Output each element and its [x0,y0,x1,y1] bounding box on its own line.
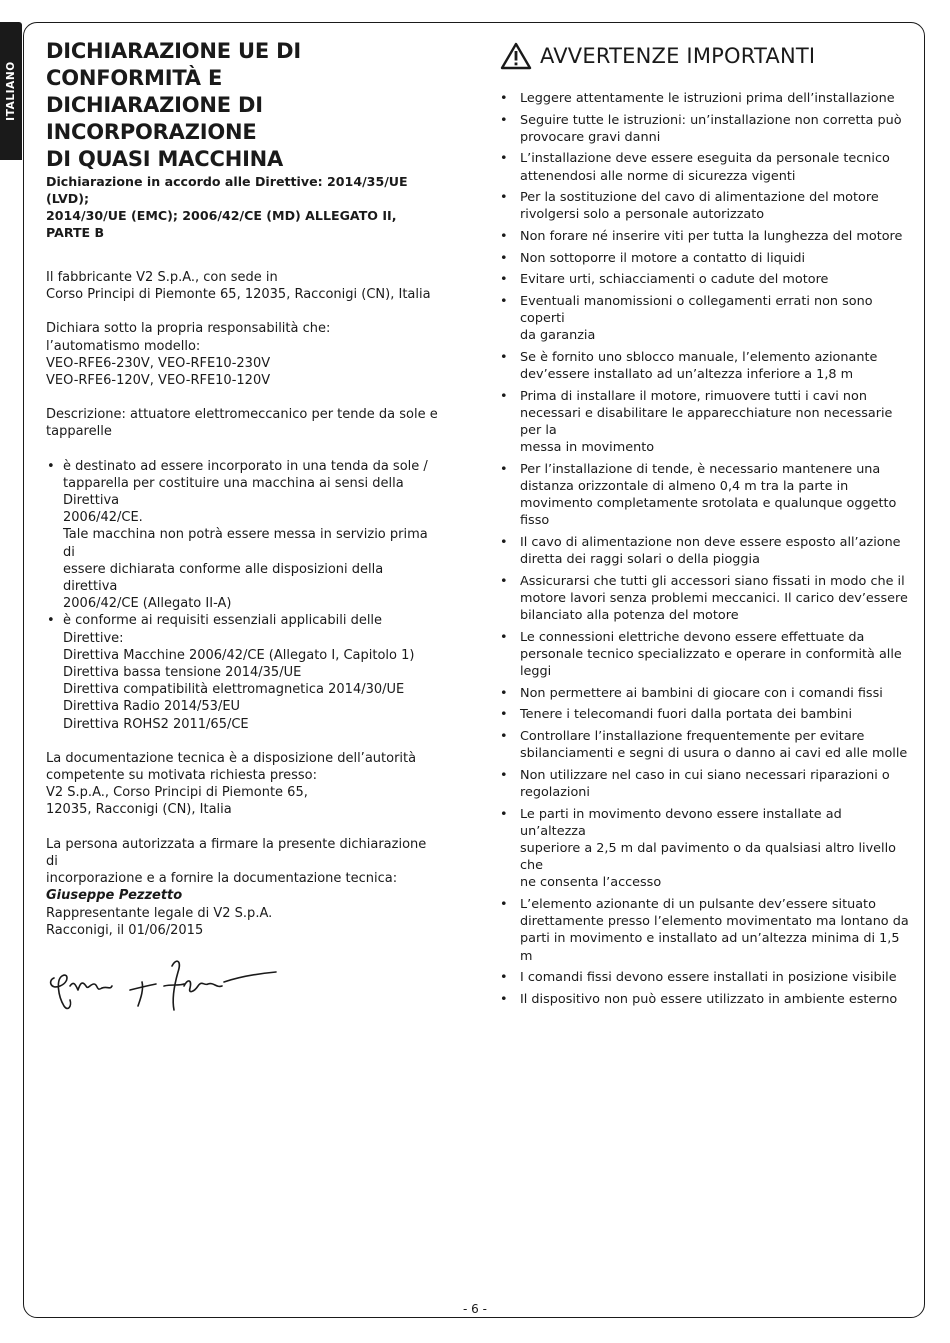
title-line: DI QUASI MACCHINA [46,147,284,171]
text-line: Dichiara sotto la propria responsabilità che: [46,321,331,337]
text-line: Assicurarsi che tutti gli accessori siano fissati in modo che il [520,573,905,589]
warning-item [500,706,910,723]
text-line: La persona autorizzata a firmare la presente dichiarazione di [46,836,427,869]
bullet-dot: • [47,458,55,474]
bullet-dot: • [500,151,508,167]
warning-item [500,293,910,345]
warning-item [500,806,910,892]
directive-line: Direttiva bassa tensione 2014/35/UE [63,665,302,681]
subtitle-line: 2014/30/UE (EMC); 2006/42/CE (MD) ALLEGATO II, PARTE B [46,208,397,240]
text-line: 12035, Racconigi (CN), Italia [46,802,232,818]
text-line: movimento completamente srotolata e qualunque oggetto [520,496,897,512]
text-line: rivolgersi solo a personale autorizzato [520,207,765,223]
text-line: Tenere i telecomandi fuori dalla portata dei bambini [520,707,853,723]
model-line: VEO-RFE6-120V, VEO-RFE10-120V [46,373,271,389]
text-line: è destinato ad essere incorporato in una tenda da sole / [63,458,428,474]
bullet-dot: • [500,190,508,206]
title-line: DICHIARAZIONE DI INCORPORAZIONE [46,93,263,144]
text-line: è conforme ai requisiti essenziali applicabili delle Direttive: [63,613,383,646]
text-line: Descrizione: attuatore elettromeccanico per tende da sole e [46,407,438,423]
warnings-column [500,42,910,1012]
text-line: L’installazione deve essere eseguita da personale tecnico [520,151,890,167]
warning-item [500,991,910,1008]
warning-item [500,90,910,107]
directive-line: Direttiva ROHS2 2011/65/CE [63,716,249,732]
bullet-dot: • [500,991,508,1007]
warning-item [500,150,910,184]
place-date: Racconigi, il 01/06/2015 [46,922,204,938]
bullet-dot: • [500,272,508,288]
text-line: necessari e disabilitare le apparecchiature non necessarie per la [520,405,893,438]
text-line: Controllare l’installazione frequentemente per evitare [520,728,865,744]
directive-line: Direttiva compatibilità elettromagnetica 2014/30/UE [63,682,405,698]
text-line: tapparella per costituire una macchina ai sensi della Direttiva [63,475,404,509]
declaration-column [46,38,441,1020]
text-line: Per l’installazione di tende, è necessario mantenere una [520,461,881,477]
warnings-list [500,90,910,1008]
manufacturer-paragraph [46,269,441,303]
bullet-dot: • [500,250,508,266]
text-line: Il cavo di alimentazione non deve essere esposto all’azione [520,534,901,550]
authorized-paragraph [46,836,441,939]
text-line: attenendosi alle norme di sicurezza vigenti [520,168,796,184]
warning-item [500,728,910,762]
warnings-title: AVVERTENZE IMPORTANTI [540,43,816,68]
subtitle-line: Dichiarazione in accordo alle Direttive: 2014/35/UE (LVD); [46,174,408,206]
text-line: Seguire tutte le istruzioni: un’installazione non corretta può [520,112,902,128]
bullet-dot: • [500,767,508,783]
text-line: motore lavori senza problemi meccanici. Il carico dev’essere [520,590,908,606]
warning-item [500,250,910,267]
warning-item [500,767,910,801]
bullet-dot: • [500,461,508,477]
text-line: L’elemento azionante di un pulsante dev’essere situato [520,896,876,912]
text-line: leggi [520,664,552,680]
text-line: tapparelle [46,424,112,440]
text-line: Il dispositivo non può essere utilizzato in ambiente esterno [520,991,898,1007]
text-line: fisso [520,513,550,529]
bullet-dot: • [500,112,508,128]
bullet-dot: • [500,629,508,645]
text-line: Non sottoporre il motore a contatto di liquidi [520,250,806,266]
text-line: regolazioni [520,784,590,800]
declaration-subtitle [46,173,441,241]
warning-item [500,228,910,245]
bullet-dot: • [500,685,508,701]
text-line: sbilanciamenti e segni di usura o danno ai cavi ed alle molle [520,746,908,762]
bullet-dot: • [500,534,508,550]
text-line: essere dichiarata conforme alle disposizioni della direttiva [63,561,384,595]
signature-image [46,956,286,1020]
text-line: Le connessioni elettriche devono essere effettuate da [520,629,865,645]
documentation-paragraph [46,750,441,819]
text-line: Non forare né inserire viti per tutta la lunghezza del motore [520,228,903,244]
text-line: Tale macchina non potrà essere messa in servizio prima di [63,527,428,560]
warning-item [500,573,910,625]
warnings-header [500,42,910,70]
bullet-dot: • [500,573,508,589]
text-line: ne consenta l’accesso [520,875,662,891]
text-line: V2 S.p.A., Corso Principi di Piemonte 65, [46,785,308,801]
text-line: bilanciato alla potenza del motore [520,608,739,624]
model-line: VEO-RFE6-230V, VEO-RFE10-230V [46,355,271,371]
text-line: superiore a 2,5 m dal pavimento o da qualsiasi altro livello che [520,840,896,874]
list-item [46,458,441,613]
warning-item [500,388,910,457]
text-line: Evitare urti, schiacciamenti o cadute del motore [520,272,829,288]
warning-item [500,271,910,288]
compliance-bullets [46,458,441,733]
text-line: provocare gravi danni [520,129,661,145]
text-line: Il fabbricante V2 S.p.A., con sede in [46,270,278,285]
text-line: parti in movimento e installato ad un’altezza minima di 1,5 m [520,931,900,964]
text-line: direttamente presso l’elemento movimentato ma lontano da [520,914,909,930]
list-item [46,612,441,732]
text-line: diretta dei raggi solari o della pioggia [520,552,760,568]
text-line: dev’essere installato ad un’altezza inferiore a 1,8 m [520,366,854,382]
warning-item [500,629,910,681]
language-tab-label: ITALIANO [5,61,17,121]
text-line: Prima di installare il motore, rimuovere tutti i cavi non [520,388,867,404]
warning-item [500,349,910,383]
title-line: DICHIARAZIONE UE DI CONFORMITÀ E [46,39,301,90]
text-line: Leggere attentamente le istruzioni prima dell’installazione [520,91,895,106]
bullet-dot: • [500,349,508,365]
description-paragraph [46,406,441,440]
text-line: distanza orizzontale di almeno 0,4 m tra la parte in [520,478,849,494]
text-line: Eventuali manomissioni o collegamenti errati non sono coperti [520,293,873,326]
bullet-dot: • [500,806,508,822]
directive-line: Direttiva Radio 2014/53/EU [63,699,241,715]
signer-name: Giuseppe Pezzetto [46,888,183,904]
bullet-dot: • [47,613,55,629]
text-line: l’automatismo modello: [46,338,201,354]
text-line: incorporazione e a fornire la documentazione tecnica: [46,871,398,887]
text-line: 2006/42/CE. [63,510,143,526]
bullet-dot: • [500,388,508,404]
text-line: messa in movimento [520,440,655,456]
text-line: Per la sostituzione del cavo di alimentazione del motore [520,190,879,206]
text-line: da garanzia [520,328,596,344]
bullet-dot: • [500,970,508,986]
language-tab [0,22,22,160]
warning-item [500,112,910,146]
text-line: La documentazione tecnica è a disposizione dell’autorità [46,750,417,766]
text-line: 2006/42/CE (Allegato II-A) [63,596,232,612]
warning-item [500,969,910,986]
warning-item [500,685,910,702]
bullet-dot: • [500,228,508,244]
directive-line: Direttiva Macchine 2006/42/CE (Allegato I, Capitolo 1) [63,647,415,663]
text-line: Non permettere ai bambini di giocare con i comandi fissi [520,685,883,701]
page-number: - 6 - [463,1302,487,1316]
warning-item [500,896,910,965]
signer-role: Rappresentante legale di V2 S.p.A. [46,905,273,921]
text-line: Corso Principi di Piemonte 65, 12035, Racconigi (CN), Italia [46,287,431,303]
warning-item [500,461,910,530]
bullet-dot: • [500,728,508,744]
text-line: personale tecnico specializzato e operare in conformità alle [520,646,902,662]
text-line: Non utilizzare nel caso in cui siano necessari riparazioni o [520,767,890,783]
warning-item [500,534,910,568]
bullet-dot: • [500,91,508,106]
text-line: competente su motivata richiesta presso: [46,768,318,784]
declaration-title [46,38,441,173]
text-line: I comandi fissi devono essere installati in posizione visibile [520,970,897,986]
bullet-dot: • [500,896,508,912]
text-line: Le parti in movimento devono essere installate ad un’altezza [520,806,842,839]
warning-item [500,189,910,223]
text-line: Se è fornito uno sblocco manuale, l’elemento azionante [520,349,878,365]
bullet-dot: • [500,707,508,723]
bullet-dot: • [500,293,508,309]
declares-paragraph [46,320,441,389]
warning-triangle-icon [500,42,532,70]
